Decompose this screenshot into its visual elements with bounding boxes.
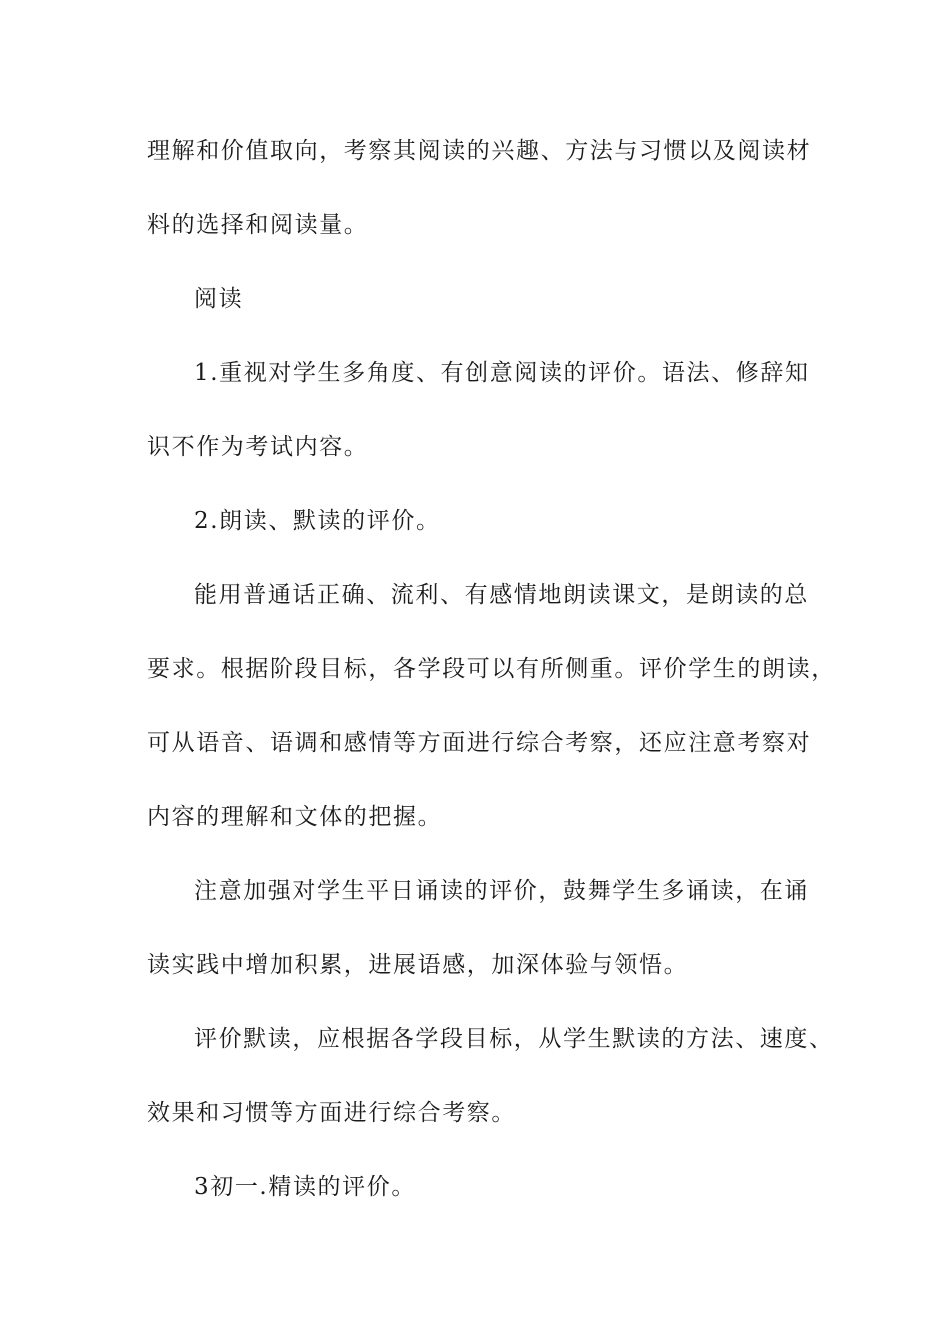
section-heading: 阅读 <box>194 286 244 312</box>
document-body <box>147 129 836 1239</box>
text-line: 1.重视对学生多角度、有创意阅读的评价。语法、修辞知 <box>194 360 810 386</box>
text-line: 理解和价值取向，考察其阅读的兴趣、方法与习惯以及阅读材 <box>147 138 812 164</box>
text-line: 内容的理解和文体的把握。 <box>147 804 443 830</box>
text-line: 注意加强对学生平日诵读的评价，鼓舞学生多诵读，在诵 <box>194 878 809 904</box>
text-line: 评价默读，应根据各学段目标，从学生默读的方法、速度、 <box>194 1026 834 1052</box>
text-line: 读实践中增加积累，进展语感，加深体验与领悟。 <box>147 952 689 978</box>
text-line: 可从语音、语调和感情等方面进行综合考察，还应注意考察对 <box>147 730 812 756</box>
text-line: 识不作为考试内容。 <box>147 434 369 460</box>
text-line: 2.朗读、默读的评价。 <box>194 508 441 534</box>
text-line: 料的选择和阅读量。 <box>147 212 369 238</box>
text-line: 要求。根据阶段目标，各学段可以有所侧重。评价学生的朗读， <box>147 656 836 682</box>
text-line: 3初一.精读的评价。 <box>194 1174 416 1200</box>
text-line: 效果和习惯等方面进行综合考察。 <box>147 1100 516 1126</box>
text-line: 能用普通话正确、流利、有感情地朗读课文，是朗读的总 <box>194 582 809 608</box>
